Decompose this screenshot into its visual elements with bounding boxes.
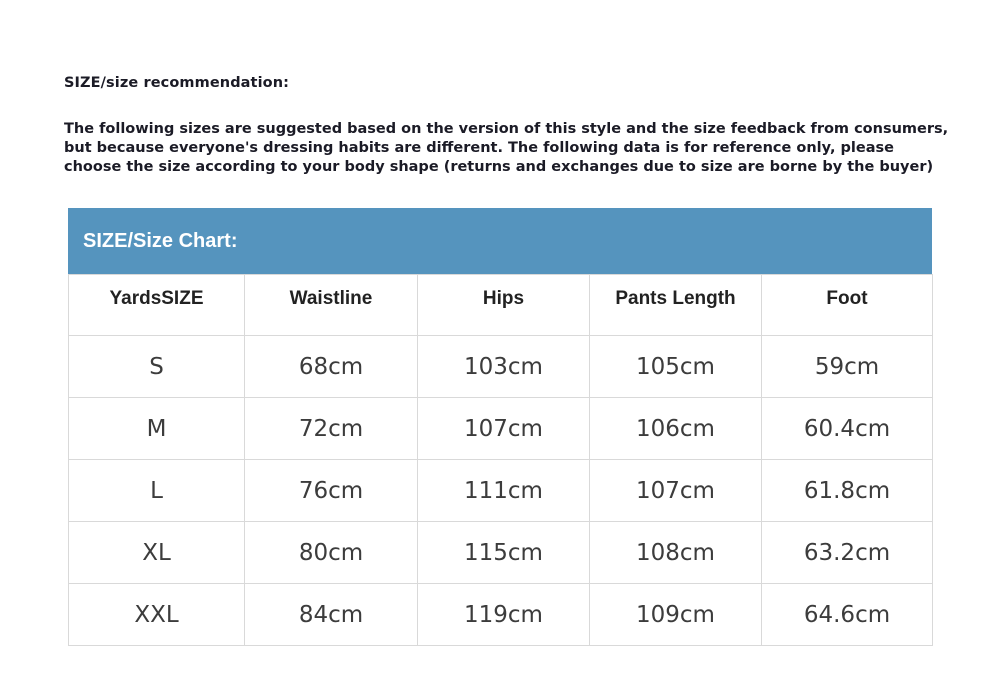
foot-cell: 60.4cm <box>762 398 933 460</box>
size-recommendation-heading: SIZE/size recommendation: <box>64 75 290 91</box>
hips-cell: 119cm <box>418 584 590 646</box>
size-notice-text <box>64 120 964 177</box>
size-cell: XL <box>69 522 245 584</box>
column-header-pants-length: Pants Length <box>590 275 762 336</box>
waistline-cell: 68cm <box>245 336 418 398</box>
pants-length-cell: 109cm <box>590 584 762 646</box>
pants-length-cell: 106cm <box>590 398 762 460</box>
size-cell: L <box>69 460 245 522</box>
pants-length-cell: 107cm <box>590 460 762 522</box>
notice-line: choose the size according to your body shape (returns and exchanges due to size are borne by the buyer) <box>64 159 934 175</box>
column-header-hips: Hips <box>418 275 590 336</box>
foot-cell: 59cm <box>762 336 933 398</box>
table-row <box>69 336 933 398</box>
size-chart-title: SIZE/Size Chart: <box>68 208 932 274</box>
size-table <box>68 274 933 646</box>
table-header-row <box>69 275 933 336</box>
pants-length-cell: 105cm <box>590 336 762 398</box>
waistline-cell: 84cm <box>245 584 418 646</box>
hips-cell: 107cm <box>418 398 590 460</box>
table-row <box>69 522 933 584</box>
foot-cell: 61.8cm <box>762 460 933 522</box>
hips-cell: 103cm <box>418 336 590 398</box>
column-header-size: YardsSIZE <box>69 275 245 336</box>
notice-line: but because everyone's dressing habits are different. The following data is for reference only, please <box>64 140 894 156</box>
column-header-foot: Foot <box>762 275 933 336</box>
table-row <box>69 460 933 522</box>
table-row <box>69 398 933 460</box>
pants-length-cell: 108cm <box>590 522 762 584</box>
waistline-cell: 76cm <box>245 460 418 522</box>
waistline-cell: 80cm <box>245 522 418 584</box>
hips-cell: 115cm <box>418 522 590 584</box>
size-cell: M <box>69 398 245 460</box>
size-cell: XXL <box>69 584 245 646</box>
table-row <box>69 584 933 646</box>
waistline-cell: 72cm <box>245 398 418 460</box>
foot-cell: 63.2cm <box>762 522 933 584</box>
hips-cell: 111cm <box>418 460 590 522</box>
column-header-waistline: Waistline <box>245 275 418 336</box>
size-chart <box>68 208 932 646</box>
notice-line: The following sizes are suggested based on the version of this style and the size feedback from consumers, <box>64 121 949 137</box>
foot-cell: 64.6cm <box>762 584 933 646</box>
size-cell: S <box>69 336 245 398</box>
